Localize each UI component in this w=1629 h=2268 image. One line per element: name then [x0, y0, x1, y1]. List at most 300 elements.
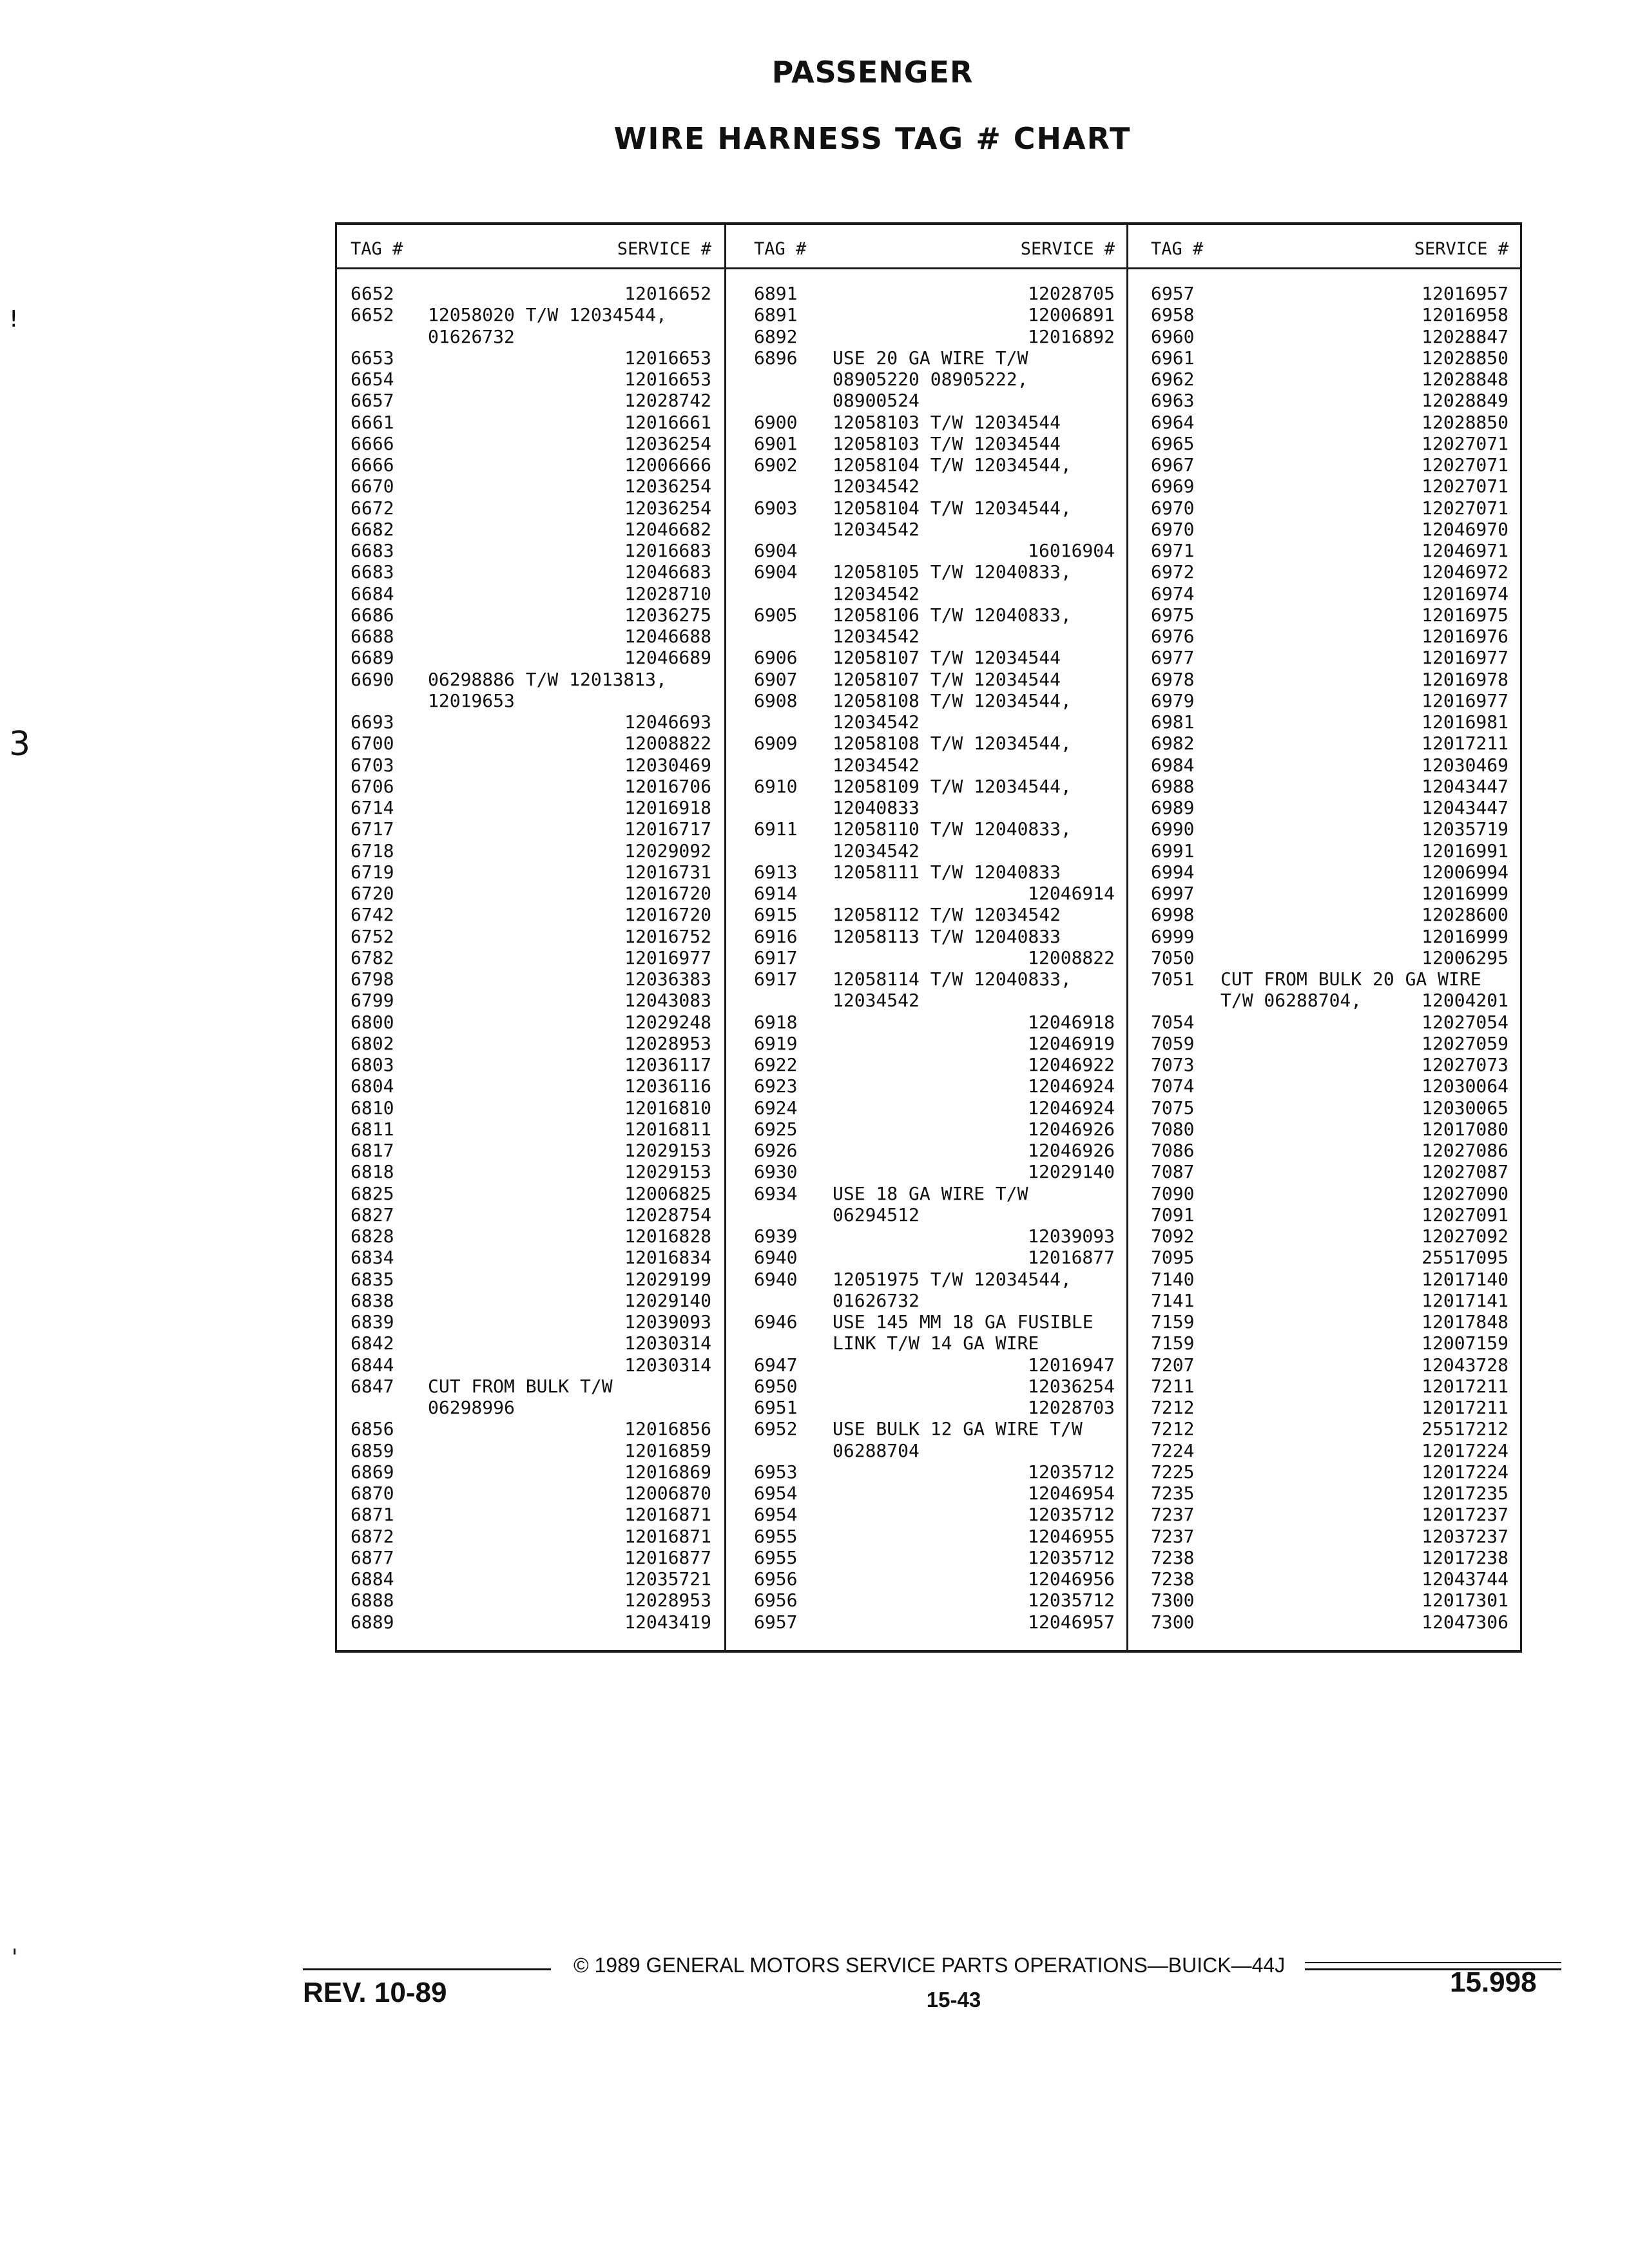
footer-rule-left	[303, 1968, 551, 1970]
service-number: 12046914	[1028, 883, 1115, 904]
tag-number: 6717	[351, 818, 394, 840]
page-number: 15.998	[1450, 1966, 1537, 1998]
service-note: 12058105 T/W 12040833,	[833, 561, 1072, 583]
tag-number: 6670	[351, 476, 394, 497]
tag-number: 6950	[754, 1375, 798, 1397]
tag-number: 6964	[1151, 411, 1195, 433]
tag-number: 6946	[754, 1311, 798, 1332]
table-row	[351, 1225, 711, 1247]
tag-header: TAG #	[754, 239, 807, 259]
copyright-notice: © 1989 GENERAL MOTORS SERVICE PARTS OPERATIONS—BUICK—44J	[574, 1954, 1286, 1977]
service-number: 12017080	[1422, 1118, 1509, 1140]
table-row	[1151, 968, 1509, 990]
tag-number: 6684	[351, 582, 394, 604]
table-row	[754, 304, 1115, 325]
column-rows	[1151, 283, 1509, 1633]
service-number: 12036383	[624, 968, 711, 990]
table-row	[754, 626, 1115, 647]
service-number: 12016834	[624, 1247, 711, 1269]
table-row	[351, 454, 711, 476]
service-number: 12016653	[624, 369, 711, 390]
service-number: 12036116	[624, 1075, 711, 1097]
tag-number: 6905	[754, 604, 798, 626]
service-note: 12058110 T/W 12040833,	[833, 818, 1072, 840]
tag-number: 6834	[351, 1247, 394, 1269]
service-number: 12016871	[624, 1504, 711, 1526]
tag-number: 6683	[351, 540, 394, 561]
tag-number: 6930	[754, 1161, 798, 1183]
tag-number: 6904	[754, 561, 798, 583]
table-row	[754, 1204, 1115, 1225]
tag-number: 6799	[351, 990, 394, 1012]
table-row	[351, 733, 711, 754]
table-row	[754, 1418, 1115, 1439]
table-row	[754, 583, 1115, 604]
tag-number: 6720	[351, 883, 394, 904]
tag-number: 6982	[1151, 733, 1195, 754]
tag-number: 6951	[754, 1397, 798, 1418]
service-number: 12016958	[1422, 304, 1509, 326]
tag-number: 6817	[351, 1140, 394, 1161]
table-row	[754, 1140, 1115, 1161]
service-number: 12046918	[1028, 1011, 1115, 1033]
tag-number: 7075	[1151, 1097, 1195, 1119]
service-number: 12006295	[1422, 947, 1509, 968]
column-rows	[351, 283, 711, 1633]
service-number: 12016856	[624, 1418, 711, 1440]
service-note: 12040833	[833, 797, 920, 818]
tag-number: 7238	[1151, 1546, 1195, 1568]
table-row	[1151, 1611, 1509, 1633]
service-number: 12030469	[624, 754, 711, 776]
tag-number: 6870	[351, 1483, 394, 1504]
service-number: 12046688	[624, 626, 711, 647]
service-number: 12006870	[624, 1483, 711, 1504]
tag-number: 7159	[1151, 1311, 1195, 1332]
table-row	[1151, 519, 1509, 540]
tag-number: 6818	[351, 1161, 394, 1183]
column-header	[351, 239, 711, 265]
table-row	[754, 1526, 1115, 1547]
table-row	[754, 776, 1115, 797]
service-number: 12016877	[624, 1546, 711, 1568]
tag-number: 6925	[754, 1118, 798, 1140]
tag-number: 6919	[754, 1032, 798, 1054]
table-row	[754, 326, 1115, 347]
tag-number: 6999	[1151, 925, 1195, 947]
service-note: 12058112 T/W 12034542	[833, 904, 1061, 926]
tag-number: 6653	[351, 347, 394, 369]
table-row	[754, 1247, 1115, 1268]
table-row	[351, 283, 711, 304]
table-row	[351, 1269, 711, 1290]
table-row	[1151, 861, 1509, 883]
tag-number: 6859	[351, 1439, 394, 1461]
tag-number: 6967	[1151, 454, 1195, 476]
tag-number: 6719	[351, 861, 394, 883]
table-row	[754, 1332, 1115, 1354]
table-row	[1151, 818, 1509, 840]
service-number: 12016652	[624, 283, 711, 304]
tag-number: 6934	[754, 1182, 798, 1204]
table-row	[1151, 412, 1509, 433]
service-note: 12058107 T/W 12034544	[833, 647, 1061, 669]
service-number: 12016918	[624, 797, 711, 818]
tag-number: 6714	[351, 797, 394, 818]
service-number: 12043447	[1422, 797, 1509, 818]
tag-number: 6742	[351, 904, 394, 926]
tag-number: 6963	[1151, 390, 1195, 412]
service-number: 12016999	[1422, 883, 1509, 904]
tag-number: 6955	[754, 1546, 798, 1568]
table-row	[1151, 647, 1509, 668]
tag-number: 6915	[754, 904, 798, 926]
service-note: 12058103 T/W 12034544	[833, 411, 1061, 433]
service-number: 12046926	[1028, 1118, 1115, 1140]
service-note: 12058104 T/W 12034544,	[833, 454, 1072, 476]
service-number: 12017140	[1422, 1268, 1509, 1290]
service-number: 12016869	[624, 1461, 711, 1483]
table-row	[351, 561, 711, 582]
tag-number: 6922	[754, 1054, 798, 1075]
table-row	[1151, 1269, 1509, 1290]
tag-number: 6957	[1151, 283, 1195, 304]
tag-number: 6688	[351, 626, 394, 647]
service-number: 12027092	[1422, 1225, 1509, 1247]
table-row	[351, 776, 711, 797]
table-row	[351, 1075, 711, 1097]
tag-number: 6657	[351, 390, 394, 412]
tag-number: 6997	[1151, 883, 1195, 904]
table-row	[754, 497, 1115, 519]
tag-number: 7051	[1151, 968, 1195, 990]
service-number: 12016974	[1422, 582, 1509, 604]
service-note: CUT FROM BULK T/W	[428, 1375, 613, 1397]
tag-number: 6901	[754, 432, 798, 454]
tag-number: 6911	[754, 818, 798, 840]
table-row	[351, 1568, 711, 1590]
tag-number: 7212	[1151, 1397, 1195, 1418]
tag-number: 6804	[351, 1075, 394, 1097]
service-number: 12017848	[1422, 1311, 1509, 1332]
tag-number: 7207	[1151, 1354, 1195, 1376]
table-row	[754, 1547, 1115, 1568]
tag-number: 7086	[1151, 1140, 1195, 1161]
table-row	[754, 690, 1115, 711]
service-number: 12029153	[624, 1140, 711, 1161]
tag-number: 6661	[351, 411, 394, 433]
service-number: 12028850	[1422, 347, 1509, 369]
service-number: 12028953	[624, 1032, 711, 1054]
service-number: 12004201	[1422, 990, 1509, 1012]
table-row	[351, 1354, 711, 1376]
table-row	[754, 454, 1115, 476]
tag-number: 7238	[1151, 1568, 1195, 1590]
table-row	[1151, 540, 1509, 561]
table-row	[1151, 583, 1509, 604]
table-row	[351, 1483, 711, 1504]
tag-number: 6913	[754, 861, 798, 883]
service-note: 12058111 T/W 12040833	[833, 861, 1061, 883]
tag-number: 6910	[754, 775, 798, 797]
table-row	[1151, 1075, 1509, 1097]
tag-number: 6904	[754, 540, 798, 561]
tag-number: 6856	[351, 1418, 394, 1440]
service-number: 12030314	[624, 1354, 711, 1376]
table-row	[1151, 1568, 1509, 1590]
tag-number: 6906	[754, 647, 798, 669]
tag-number: 6903	[754, 497, 798, 519]
tag-number: 6918	[754, 1011, 798, 1033]
tag-number: 6872	[351, 1525, 394, 1547]
table-row	[351, 519, 711, 540]
table-row	[754, 733, 1115, 754]
table-row	[351, 1504, 711, 1525]
service-number: 25517095	[1422, 1247, 1509, 1269]
tag-number: 6869	[351, 1461, 394, 1483]
tag-number: 6907	[754, 668, 798, 690]
table-row	[1151, 1440, 1509, 1461]
service-note: 12058020 T/W 12034544,	[428, 304, 667, 326]
table-row	[1151, 1461, 1509, 1483]
tag-number: 6962	[1151, 369, 1195, 390]
tag-number: 6979	[1151, 689, 1195, 711]
service-number: 12036275	[624, 604, 711, 626]
table-row	[351, 1012, 711, 1033]
table-row	[754, 1483, 1115, 1504]
tag-number: 6960	[1151, 325, 1195, 347]
service-number: 12017235	[1422, 1483, 1509, 1504]
table-row	[351, 1547, 711, 1568]
tag-number: 7300	[1151, 1611, 1195, 1633]
table-row	[754, 1590, 1115, 1611]
tag-number: 6828	[351, 1225, 394, 1247]
tag-number: 6706	[351, 775, 394, 797]
service-note: 12034542	[833, 476, 920, 497]
service-number: 12035719	[1422, 818, 1509, 840]
table-row	[1151, 1161, 1509, 1182]
service-number: 12028710	[624, 582, 711, 604]
table-row	[754, 1225, 1115, 1247]
service-number: 12016731	[624, 861, 711, 883]
table-row	[351, 540, 711, 561]
table-row	[754, 1461, 1115, 1483]
tag-number: 6947	[754, 1354, 798, 1376]
table-row	[351, 1119, 711, 1140]
table-row	[1151, 711, 1509, 733]
service-number: 12046682	[624, 518, 711, 540]
tag-number: 7054	[1151, 1011, 1195, 1033]
service-number: 12035721	[624, 1568, 711, 1590]
service-number: 12016828	[624, 1225, 711, 1247]
tag-number: 6940	[754, 1268, 798, 1290]
table-row	[1151, 990, 1509, 1011]
tag-number: 6877	[351, 1546, 394, 1568]
service-note: 12058113 T/W 12040833	[833, 925, 1061, 947]
service-number: 12016977	[1422, 647, 1509, 669]
tag-number: 6718	[351, 840, 394, 861]
table-row	[351, 840, 711, 861]
tag-number: 7237	[1151, 1504, 1195, 1526]
tag-number: 6954	[754, 1483, 798, 1504]
table-divider-2	[1126, 222, 1128, 1653]
table-row	[1151, 690, 1509, 711]
service-number: 12043419	[624, 1611, 711, 1633]
service-note: USE 18 GA WIRE T/W	[833, 1182, 1028, 1204]
table-row	[351, 1311, 711, 1332]
service-number: 12016720	[624, 904, 711, 926]
tag-number: 6871	[351, 1504, 394, 1526]
service-number: 12046955	[1028, 1525, 1115, 1547]
table-row	[351, 1418, 711, 1439]
service-number: 12017238	[1422, 1546, 1509, 1568]
service-number: 12035712	[1028, 1590, 1115, 1611]
table-row	[1151, 947, 1509, 968]
tag-number: 6842	[351, 1332, 394, 1354]
table-row	[1151, 797, 1509, 818]
table-row	[351, 1183, 711, 1204]
service-number: 12046919	[1028, 1032, 1115, 1054]
column-header	[1151, 239, 1509, 265]
table-row	[351, 1140, 711, 1161]
table-row	[754, 1440, 1115, 1461]
service-number: 12046971	[1422, 540, 1509, 561]
service-number: 12006994	[1422, 861, 1509, 883]
tag-number: 7059	[1151, 1032, 1195, 1054]
tag-number: 6965	[1151, 432, 1195, 454]
table-row	[1151, 733, 1509, 754]
tag-number: 6700	[351, 733, 394, 754]
service-number: 12043083	[624, 990, 711, 1012]
service-number: 12030065	[1422, 1097, 1509, 1119]
table-row	[351, 1054, 711, 1075]
service-number: 12006666	[624, 454, 711, 476]
tag-number: 7050	[1151, 947, 1195, 968]
service-number: 12046956	[1028, 1568, 1115, 1590]
tag-number: 6954	[754, 1504, 798, 1526]
table-row	[351, 433, 711, 454]
service-number: 12027086	[1422, 1140, 1509, 1161]
tag-number: 6975	[1151, 604, 1195, 626]
service-number: 12016975	[1422, 604, 1509, 626]
table-row	[351, 1097, 711, 1119]
service-header: SERVICE #	[1020, 239, 1115, 259]
tag-number: 6693	[351, 711, 394, 733]
service-number: 12046924	[1028, 1097, 1115, 1119]
service-number: 12035712	[1028, 1504, 1115, 1526]
table-row	[754, 369, 1115, 390]
service-number: 12030469	[1422, 754, 1509, 776]
tag-number: 6902	[754, 454, 798, 476]
tag-number: 6988	[1151, 775, 1195, 797]
table-row	[1151, 1526, 1509, 1547]
table-row	[1151, 669, 1509, 690]
tag-number: 6916	[754, 925, 798, 947]
service-number: 12016720	[624, 883, 711, 904]
service-number: 12047306	[1422, 1611, 1509, 1633]
table-row	[1151, 883, 1509, 904]
tag-number: 7140	[1151, 1268, 1195, 1290]
service-number: 12029199	[624, 1268, 711, 1290]
tag-header: TAG #	[1151, 239, 1204, 259]
service-number: 12028600	[1422, 904, 1509, 926]
tag-number: 6969	[1151, 476, 1195, 497]
tag-number: 6994	[1151, 861, 1195, 883]
table-row	[1151, 1397, 1509, 1418]
service-number: 12016978	[1422, 668, 1509, 690]
tag-number: 6888	[351, 1590, 394, 1611]
tag-number: 7159	[1151, 1332, 1195, 1354]
service-number: 12016859	[624, 1439, 711, 1461]
service-number: 12028705	[1028, 283, 1115, 304]
tag-number: 7091	[1151, 1204, 1195, 1225]
page-title: PASSENGER	[771, 55, 974, 90]
table-row	[1151, 1504, 1509, 1525]
tag-number: 6956	[754, 1590, 798, 1611]
tag-number: 6917	[754, 968, 798, 990]
table-row	[351, 968, 711, 990]
service-note: 12034542	[833, 626, 920, 647]
service-number: 12037237	[1422, 1525, 1509, 1547]
tag-number: 6896	[754, 347, 798, 369]
table-row	[754, 604, 1115, 626]
tag-number: 6974	[1151, 582, 1195, 604]
tag-number: 6952	[754, 1418, 798, 1440]
tag-number: 6891	[754, 283, 798, 304]
service-number: 12027090	[1422, 1182, 1509, 1204]
table-row	[351, 304, 711, 325]
service-number: 12027071	[1422, 476, 1509, 497]
service-note: 12034542	[833, 711, 920, 733]
service-note: 12058114 T/W 12040833,	[833, 968, 1072, 990]
service-header: SERVICE #	[617, 239, 711, 259]
table-row	[351, 990, 711, 1011]
table-row	[1151, 304, 1509, 325]
table-row	[754, 861, 1115, 883]
table-row	[1151, 1332, 1509, 1354]
table-row	[351, 818, 711, 840]
chart-column-2	[754, 222, 1115, 1657]
service-note: 06298996	[428, 1397, 515, 1418]
table-row	[754, 1012, 1115, 1033]
service-note: USE 20 GA WIRE T/W	[833, 347, 1028, 369]
tag-number: 6991	[1151, 840, 1195, 861]
service-number: 12016811	[624, 1118, 711, 1140]
table-row	[1151, 283, 1509, 304]
table-row	[351, 347, 711, 369]
tag-number: 7080	[1151, 1118, 1195, 1140]
table-row	[754, 926, 1115, 947]
tag-number: 6652	[351, 283, 394, 304]
margin-mark: !	[9, 306, 19, 332]
table-row	[754, 1397, 1115, 1418]
service-number: 12036254	[624, 476, 711, 497]
service-note: 12034542	[833, 990, 920, 1012]
table-row	[351, 1161, 711, 1182]
table-row	[1151, 1418, 1509, 1439]
tag-number: 6953	[754, 1461, 798, 1483]
service-note: T/W 06288704,	[1220, 990, 1362, 1012]
tag-number: 7211	[1151, 1375, 1195, 1397]
table-row	[1151, 561, 1509, 582]
service-number: 12016661	[624, 411, 711, 433]
service-number: 12027071	[1422, 432, 1509, 454]
service-number: 12046926	[1028, 1140, 1115, 1161]
tag-number: 6940	[754, 1247, 798, 1269]
table-row	[754, 1075, 1115, 1097]
table-row	[351, 861, 711, 883]
table-row	[351, 647, 711, 668]
